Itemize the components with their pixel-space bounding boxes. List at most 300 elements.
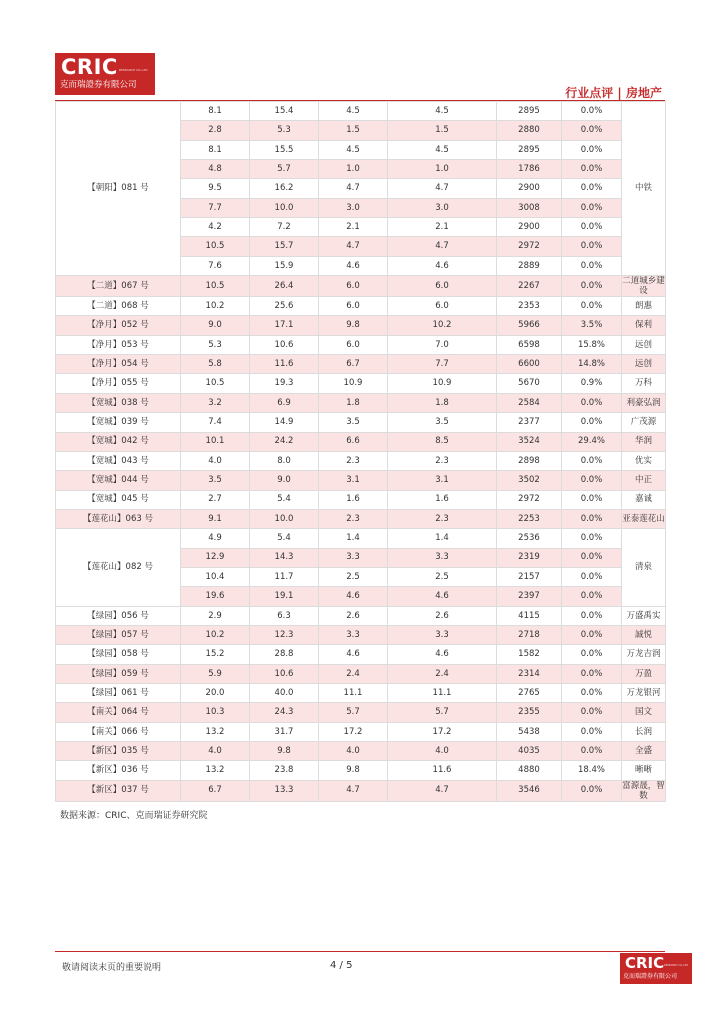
- value-cell: 6.7: [319, 355, 388, 374]
- value-cell: 3.2: [181, 393, 250, 412]
- value-cell: 0.0%: [562, 237, 622, 256]
- value-cell: 5.4: [250, 490, 319, 509]
- value-cell: 10.2: [388, 316, 497, 335]
- developer-cell: 万龙吉润: [622, 645, 666, 664]
- value-cell: 2.3: [319, 451, 388, 470]
- value-cell: 10.2: [181, 625, 250, 644]
- developer-cell: 远创: [622, 335, 666, 354]
- plot-name-cell: 【新区】037 号: [56, 780, 181, 801]
- value-cell: 0.0%: [562, 587, 622, 606]
- value-cell: 0.0%: [562, 683, 622, 702]
- value-cell: 2.6: [388, 606, 497, 625]
- value-cell: 16.2: [250, 179, 319, 198]
- table-row: [56, 432, 666, 451]
- value-cell: 6.3: [250, 606, 319, 625]
- plot-name-cell: 【南关】066 号: [56, 722, 181, 741]
- page-number: 4 / 5: [330, 960, 353, 971]
- value-cell: 6.0: [388, 276, 497, 297]
- value-cell: 2.8: [181, 121, 250, 140]
- value-cell: 17.2: [388, 722, 497, 741]
- value-cell: 0.0%: [562, 179, 622, 198]
- value-cell: 5670: [497, 374, 562, 393]
- value-cell: 4.5: [388, 102, 497, 121]
- value-cell: 5.3: [250, 121, 319, 140]
- value-cell: 2536: [497, 529, 562, 548]
- value-cell: 0.0%: [562, 722, 622, 741]
- table-row: [56, 761, 666, 780]
- value-cell: 11.6: [388, 761, 497, 780]
- value-cell: 4.6: [388, 645, 497, 664]
- value-cell: 7.7: [181, 198, 250, 217]
- value-cell: 6.0: [319, 335, 388, 354]
- value-cell: 19.6: [181, 587, 250, 606]
- value-cell: 10.5: [181, 276, 250, 297]
- value-cell: 6.0: [319, 297, 388, 316]
- value-cell: 9.0: [250, 471, 319, 490]
- table-row: [56, 393, 666, 412]
- value-cell: 0.0%: [562, 198, 622, 217]
- plot-name-cell: 【净月】053 号: [56, 335, 181, 354]
- value-cell: 2.7: [181, 490, 250, 509]
- value-cell: 1.0: [319, 160, 388, 179]
- value-cell: 14.9: [250, 413, 319, 432]
- logo-subtitle: 克而瑞證券有限公司: [60, 80, 137, 90]
- value-cell: 6.0: [319, 276, 388, 297]
- developer-cell: 华润: [622, 432, 666, 451]
- developer-cell: 中正: [622, 471, 666, 490]
- value-cell: 0.0%: [562, 664, 622, 683]
- value-cell: 5.7: [250, 160, 319, 179]
- value-cell: 2898: [497, 451, 562, 470]
- value-cell: 0.0%: [562, 567, 622, 586]
- table-row: [56, 335, 666, 354]
- value-cell: 4.5: [388, 140, 497, 159]
- value-cell: 0.0%: [562, 218, 622, 237]
- value-cell: 9.5: [181, 179, 250, 198]
- value-cell: 4.7: [319, 780, 388, 801]
- value-cell: 0.0%: [562, 625, 622, 644]
- value-cell: 0.0%: [562, 606, 622, 625]
- plot-name-cell: 【绿园】059 号: [56, 664, 181, 683]
- value-cell: 6.7: [181, 780, 250, 801]
- value-cell: 0.0%: [562, 645, 622, 664]
- value-cell: 3.1: [319, 471, 388, 490]
- value-cell: 2.9: [181, 606, 250, 625]
- value-cell: 0.0%: [562, 256, 622, 275]
- value-cell: 3.3: [388, 625, 497, 644]
- value-cell: 2765: [497, 683, 562, 702]
- value-cell: 15.8%: [562, 335, 622, 354]
- plot-name-cell: 【宽城】045 号: [56, 490, 181, 509]
- value-cell: 1.8: [319, 393, 388, 412]
- value-cell: 2.4: [319, 664, 388, 683]
- report-category: 行业点评 | 房地产: [565, 86, 662, 100]
- value-cell: 8.0: [250, 451, 319, 470]
- developer-cell: 优实: [622, 451, 666, 470]
- value-cell: 2.3: [319, 509, 388, 528]
- footer-logo-tiny-text: RESEARCH CO.,LTD: [664, 964, 688, 967]
- value-cell: 1582: [497, 645, 562, 664]
- developer-cell: 全盛: [622, 742, 666, 761]
- value-cell: 5.4: [250, 529, 319, 548]
- value-cell: 0.0%: [562, 121, 622, 140]
- table-row: [56, 297, 666, 316]
- table-row: [56, 374, 666, 393]
- plot-name-cell: 【绿园】058 号: [56, 645, 181, 664]
- plot-name-cell: 【二道】067 号: [56, 276, 181, 297]
- value-cell: 10.0: [250, 509, 319, 528]
- table-row: [56, 471, 666, 490]
- value-cell: 10.6: [250, 335, 319, 354]
- value-cell: 3524: [497, 432, 562, 451]
- table-row: [56, 276, 666, 297]
- developer-cell: 万龙银河: [622, 683, 666, 702]
- table-row: [56, 742, 666, 761]
- value-cell: 2889: [497, 256, 562, 275]
- value-cell: 24.2: [250, 432, 319, 451]
- value-cell: 0.0%: [562, 780, 622, 801]
- value-cell: 4.7: [388, 237, 497, 256]
- value-cell: 28.8: [250, 645, 319, 664]
- value-cell: 3.3: [319, 548, 388, 567]
- table-row: [56, 664, 666, 683]
- developer-cell: 长润: [622, 722, 666, 741]
- value-cell: 0.0%: [562, 102, 622, 121]
- developer-cell: 中铁: [622, 102, 666, 276]
- value-cell: 2253: [497, 509, 562, 528]
- value-cell: 19.1: [250, 587, 319, 606]
- value-cell: 15.9: [250, 256, 319, 275]
- value-cell: 4.2: [181, 218, 250, 237]
- value-cell: 4035: [497, 742, 562, 761]
- value-cell: 17.2: [319, 722, 388, 741]
- value-cell: 5966: [497, 316, 562, 335]
- value-cell: 5.7: [319, 703, 388, 722]
- land-transaction-table: [55, 101, 666, 802]
- value-cell: 7.2: [250, 218, 319, 237]
- value-cell: 4.6: [388, 256, 497, 275]
- table-row: [56, 645, 666, 664]
- value-cell: 4.0: [319, 742, 388, 761]
- value-cell: 4.9: [181, 529, 250, 548]
- value-cell: 3.0: [388, 198, 497, 217]
- value-cell: 6.6: [319, 432, 388, 451]
- value-cell: 40.0: [250, 683, 319, 702]
- value-cell: 2353: [497, 297, 562, 316]
- value-cell: 2718: [497, 625, 562, 644]
- developer-cell: 清泉: [622, 529, 666, 606]
- footer-logo: [620, 953, 692, 984]
- value-cell: 0.0%: [562, 276, 622, 297]
- value-cell: 31.7: [250, 722, 319, 741]
- value-cell: 4.7: [319, 179, 388, 198]
- value-cell: 13.2: [181, 761, 250, 780]
- value-cell: 3.5: [388, 413, 497, 432]
- developer-cell: 远创: [622, 355, 666, 374]
- value-cell: 4.0: [388, 742, 497, 761]
- value-cell: 1.5: [388, 121, 497, 140]
- value-cell: 2.5: [319, 567, 388, 586]
- value-cell: 2397: [497, 587, 562, 606]
- value-cell: 3.0: [319, 198, 388, 217]
- value-cell: 4.0: [181, 742, 250, 761]
- value-cell: 2972: [497, 490, 562, 509]
- value-cell: 14.3: [250, 548, 319, 567]
- value-cell: 0.0%: [562, 393, 622, 412]
- source-note: 数据来源：CRIC、克而瑞证券研究院: [60, 811, 208, 821]
- table-row: [56, 355, 666, 374]
- value-cell: 2900: [497, 179, 562, 198]
- plot-name-cell: 【莲花山】082 号: [56, 529, 181, 606]
- value-cell: 1.6: [388, 490, 497, 509]
- value-cell: 15.7: [250, 237, 319, 256]
- value-cell: 3.5: [319, 413, 388, 432]
- plot-name-cell: 【绿园】056 号: [56, 606, 181, 625]
- value-cell: 4.7: [319, 237, 388, 256]
- value-cell: 4.8: [181, 160, 250, 179]
- table-row: [56, 102, 666, 121]
- value-cell: 10.5: [181, 374, 250, 393]
- value-cell: 12.9: [181, 548, 250, 567]
- value-cell: 2.4: [388, 664, 497, 683]
- value-cell: 5.8: [181, 355, 250, 374]
- value-cell: 3.1: [388, 471, 497, 490]
- table-row: [56, 780, 666, 801]
- value-cell: 11.6: [250, 355, 319, 374]
- value-cell: 15.4: [250, 102, 319, 121]
- value-cell: 12.3: [250, 625, 319, 644]
- table-row: [56, 490, 666, 509]
- value-cell: 3.5: [181, 471, 250, 490]
- value-cell: 2319: [497, 548, 562, 567]
- table-row: [56, 722, 666, 741]
- value-cell: 9.8: [319, 316, 388, 335]
- value-cell: 19.3: [250, 374, 319, 393]
- value-cell: 23.8: [250, 761, 319, 780]
- value-cell: 0.0%: [562, 490, 622, 509]
- developer-cell: 誠悦: [622, 625, 666, 644]
- table-row: [56, 625, 666, 644]
- value-cell: 0.0%: [562, 548, 622, 567]
- value-cell: 2895: [497, 102, 562, 121]
- developer-cell: 朗惠: [622, 297, 666, 316]
- value-cell: 29.4%: [562, 432, 622, 451]
- value-cell: 0.0%: [562, 413, 622, 432]
- value-cell: 24.3: [250, 703, 319, 722]
- value-cell: 2.3: [388, 509, 497, 528]
- value-cell: 20.0: [181, 683, 250, 702]
- value-cell: 4.5: [319, 102, 388, 121]
- value-cell: 11.7: [250, 567, 319, 586]
- table-row: [56, 316, 666, 335]
- plot-name-cell: 【宽城】039 号: [56, 413, 181, 432]
- value-cell: 4.6: [388, 587, 497, 606]
- plot-name-cell: 【绿园】061 号: [56, 683, 181, 702]
- plot-name-cell: 【净月】052 号: [56, 316, 181, 335]
- value-cell: 2900: [497, 218, 562, 237]
- value-cell: 2.6: [319, 606, 388, 625]
- value-cell: 10.9: [388, 374, 497, 393]
- table-row: [56, 703, 666, 722]
- developer-cell: 万科: [622, 374, 666, 393]
- value-cell: 0.0%: [562, 529, 622, 548]
- value-cell: 1.4: [388, 529, 497, 548]
- developer-cell: 国文: [622, 703, 666, 722]
- plot-name-cell: 【宽城】043 号: [56, 451, 181, 470]
- developer-cell: 亚泰莲花山: [622, 509, 666, 528]
- developer-cell: 嘉诚: [622, 490, 666, 509]
- developer-cell: 晰晰: [622, 761, 666, 780]
- value-cell: 0.0%: [562, 160, 622, 179]
- value-cell: 3.3: [388, 548, 497, 567]
- value-cell: 0.0%: [562, 451, 622, 470]
- value-cell: 0.0%: [562, 509, 622, 528]
- value-cell: 3502: [497, 471, 562, 490]
- value-cell: 3546: [497, 780, 562, 801]
- value-cell: 10.5: [181, 237, 250, 256]
- developer-cell: 广茂源: [622, 413, 666, 432]
- table-row: [56, 413, 666, 432]
- value-cell: 2880: [497, 121, 562, 140]
- value-cell: 0.0%: [562, 742, 622, 761]
- value-cell: 2895: [497, 140, 562, 159]
- value-cell: 5.9: [181, 664, 250, 683]
- table-row: [56, 683, 666, 702]
- plot-name-cell: 【宽城】038 号: [56, 393, 181, 412]
- value-cell: 7.7: [388, 355, 497, 374]
- value-cell: 13.2: [181, 722, 250, 741]
- value-cell: 4.6: [319, 587, 388, 606]
- footer-logo-text: CRIC: [625, 954, 665, 972]
- value-cell: 11.1: [319, 683, 388, 702]
- value-cell: 13.3: [250, 780, 319, 801]
- value-cell: 11.1: [388, 683, 497, 702]
- value-cell: 5.7: [388, 703, 497, 722]
- value-cell: 9.0: [181, 316, 250, 335]
- value-cell: 10.4: [181, 567, 250, 586]
- value-cell: 10.6: [250, 664, 319, 683]
- value-cell: 4.7: [388, 780, 497, 801]
- plot-name-cell: 【宽城】044 号: [56, 471, 181, 490]
- developer-cell: 保利: [622, 316, 666, 335]
- value-cell: 15.5: [250, 140, 319, 159]
- logo-text: CRIC: [61, 55, 118, 79]
- table-row: [56, 509, 666, 528]
- value-cell: 2.1: [319, 218, 388, 237]
- value-cell: 10.2: [181, 297, 250, 316]
- plot-name-cell: 【净月】054 号: [56, 355, 181, 374]
- developer-cell: 利豪弘润: [622, 393, 666, 412]
- value-cell: 0.9%: [562, 374, 622, 393]
- value-cell: 6598: [497, 335, 562, 354]
- value-cell: 9.1: [181, 509, 250, 528]
- developer-cell: 万盈: [622, 664, 666, 683]
- value-cell: 7.6: [181, 256, 250, 275]
- value-cell: 2355: [497, 703, 562, 722]
- value-cell: 10.9: [319, 374, 388, 393]
- value-cell: 4.7: [388, 179, 497, 198]
- value-cell: 5438: [497, 722, 562, 741]
- value-cell: 2157: [497, 567, 562, 586]
- value-cell: 8.1: [181, 102, 250, 121]
- value-cell: 3008: [497, 198, 562, 217]
- developer-cell: 二道城乡建设: [622, 276, 665, 297]
- value-cell: 2267: [497, 276, 562, 297]
- value-cell: 6.0: [388, 297, 497, 316]
- value-cell: 2972: [497, 237, 562, 256]
- footer-logo-subtitle: 克而瑞證券有限公司: [623, 973, 678, 980]
- value-cell: 8.1: [181, 140, 250, 159]
- value-cell: 7.4: [181, 413, 250, 432]
- value-cell: 26.4: [250, 276, 319, 297]
- value-cell: 1786: [497, 160, 562, 179]
- plot-name-cell: 【新区】036 号: [56, 761, 181, 780]
- plot-name-cell: 【净月】055 号: [56, 374, 181, 393]
- value-cell: 2.3: [388, 451, 497, 470]
- plot-name-cell: 【莲花山】063 号: [56, 509, 181, 528]
- value-cell: 1.4: [319, 529, 388, 548]
- table-row: [56, 606, 666, 625]
- plot-name-cell: 【新区】035 号: [56, 742, 181, 761]
- value-cell: 0.0%: [562, 140, 622, 159]
- value-cell: 2.5: [388, 567, 497, 586]
- value-cell: 4.0: [181, 451, 250, 470]
- table-row: [56, 529, 666, 548]
- developer-cell: 万盛禹实: [622, 606, 666, 625]
- value-cell: 10.3: [181, 703, 250, 722]
- value-cell: 2377: [497, 413, 562, 432]
- value-cell: 10.1: [181, 432, 250, 451]
- value-cell: 1.6: [319, 490, 388, 509]
- value-cell: 1.8: [388, 393, 497, 412]
- table-row: [56, 451, 666, 470]
- value-cell: 4.5: [319, 140, 388, 159]
- value-cell: 1.0: [388, 160, 497, 179]
- value-cell: 25.6: [250, 297, 319, 316]
- value-cell: 0.0%: [562, 297, 622, 316]
- value-cell: 15.2: [181, 645, 250, 664]
- value-cell: 9.8: [319, 761, 388, 780]
- value-cell: 8.5: [388, 432, 497, 451]
- disclaimer-note: 敬请阅读末页的重要说明: [62, 963, 162, 973]
- value-cell: 2314: [497, 664, 562, 683]
- plot-name-cell: 【朝阳】081 号: [56, 102, 181, 276]
- plot-name-cell: 【二道】068 号: [56, 297, 181, 316]
- value-cell: 4115: [497, 606, 562, 625]
- logo-tiny-text: RESEARCH CO.,LTD: [119, 68, 148, 72]
- value-cell: 0.0%: [562, 703, 622, 722]
- value-cell: 6600: [497, 355, 562, 374]
- company-logo: [55, 53, 155, 95]
- value-cell: 0.0%: [562, 471, 622, 490]
- value-cell: 4.6: [319, 256, 388, 275]
- plot-name-cell: 【宽城】042 号: [56, 432, 181, 451]
- value-cell: 9.8: [250, 742, 319, 761]
- value-cell: 7.0: [388, 335, 497, 354]
- value-cell: 3.5%: [562, 316, 622, 335]
- value-cell: 18.4%: [562, 761, 622, 780]
- plot-name-cell: 【绿园】057 号: [56, 625, 181, 644]
- value-cell: 4.6: [319, 645, 388, 664]
- value-cell: 3.3: [319, 625, 388, 644]
- value-cell: 1.5: [319, 121, 388, 140]
- value-cell: 2.1: [388, 218, 497, 237]
- plot-name-cell: 【南关】064 号: [56, 703, 181, 722]
- value-cell: 5.3: [181, 335, 250, 354]
- value-cell: 4880: [497, 761, 562, 780]
- footer-divider: [55, 951, 665, 952]
- developer-cell: 富源晟，智数: [622, 780, 665, 801]
